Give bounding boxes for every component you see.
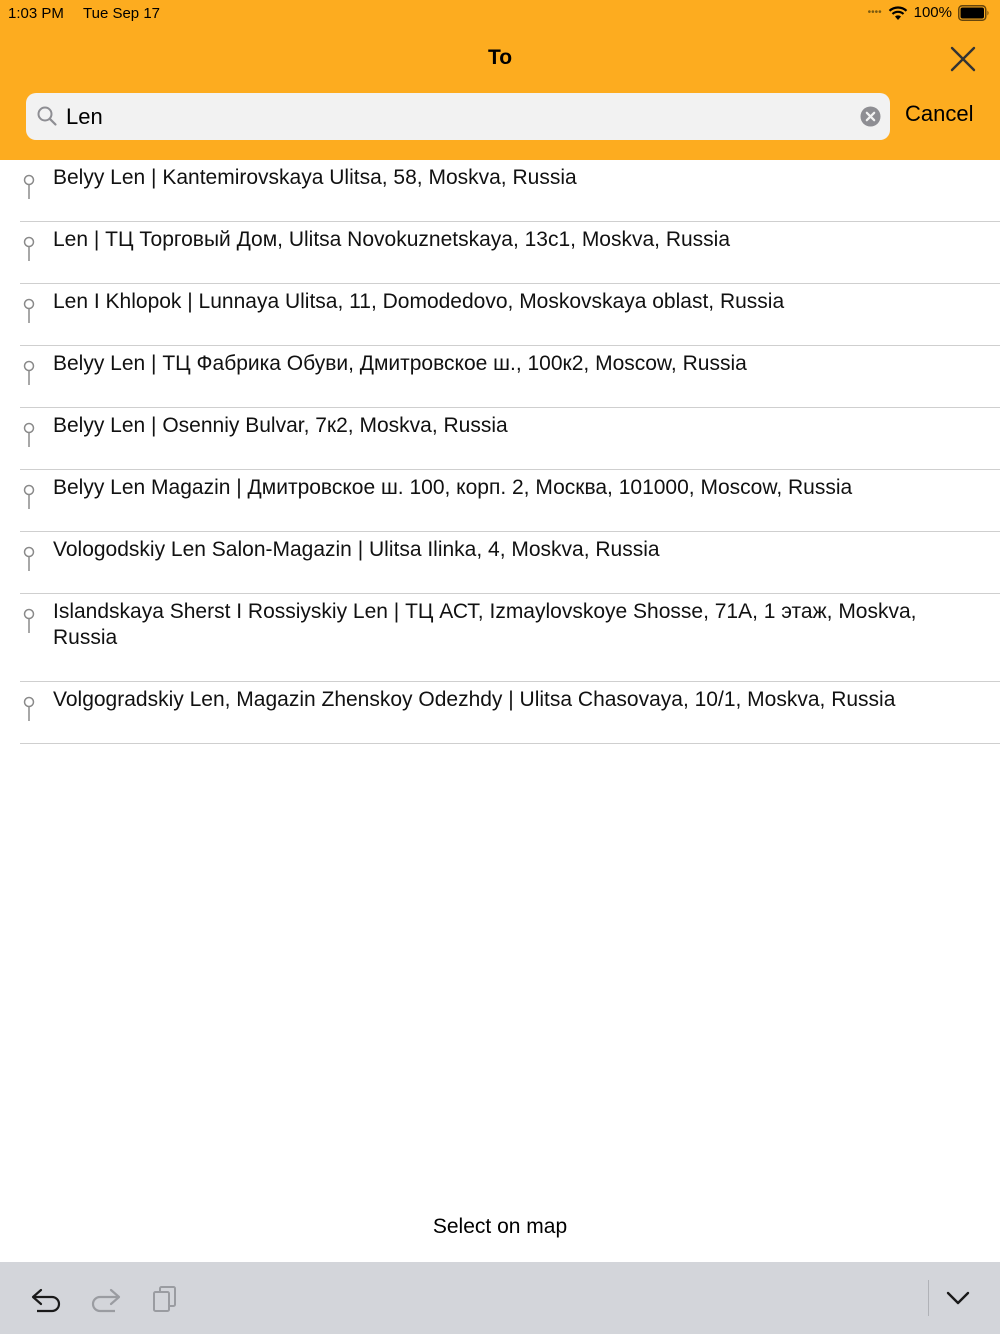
battery-percent: 100% xyxy=(913,4,952,21)
result-text: Belyy Len | Osenniy Bulvar, 7к2, Moskva, Russia xyxy=(53,414,508,437)
map-pin-icon xyxy=(22,484,36,510)
list-item[interactable] xyxy=(20,470,1000,532)
close-icon xyxy=(944,40,982,78)
clear-icon[interactable] xyxy=(860,106,881,127)
result-text: Volgogradskiy Len, Magazin Zhenskoy Odezhdy | Ulitsa Chasovaya, 10/1, Moskva, Russia xyxy=(53,688,896,711)
result-text: Vologodskiy Len Salon-Magazin | Ulitsa Ilinka, 4, Moskva, Russia xyxy=(53,538,660,561)
map-pin-icon xyxy=(22,360,36,386)
map-pin-icon xyxy=(22,422,36,448)
map-pin-icon xyxy=(22,608,36,634)
map-pin-icon xyxy=(22,546,36,572)
status-bar xyxy=(0,0,1000,28)
wifi-icon xyxy=(888,5,908,21)
cancel-button[interactable]: Cancel xyxy=(905,101,974,126)
status-time: 1:03 PM xyxy=(8,5,64,22)
status-indicators xyxy=(868,4,990,21)
signal-icon: •••• xyxy=(867,7,882,18)
list-item[interactable] xyxy=(20,346,1000,408)
result-text: Belyy Len Magazin | Дмитровское ш. 100, корп. 2, Москва, 101000, Moscow, Russia xyxy=(53,476,853,499)
close-button[interactable] xyxy=(944,40,982,78)
map-pin-icon xyxy=(22,236,36,262)
redo-icon xyxy=(88,1284,124,1314)
keyboard-toolbar xyxy=(0,1262,1000,1334)
result-text: Islandskaya Sherst I Rossiyskiy Len | ТЦ АСТ, Izmaylovskoye Shosse, 71A, 1 этаж, Moskva, Russia xyxy=(53,600,917,649)
list-item[interactable] xyxy=(20,160,1000,222)
toolbar-divider xyxy=(928,1280,929,1316)
chevron-down-icon xyxy=(944,1288,972,1308)
result-text: Belyy Len | ТЦ Фабрика Обуви, Дмитровское ш., 100к2, Moscow, Russia xyxy=(53,352,747,375)
result-text: Belyy Len | Kantemirovskaya Ulitsa, 58, Moskva, Russia xyxy=(53,166,577,189)
page-title: To xyxy=(487,46,513,69)
paste-button[interactable] xyxy=(150,1284,180,1314)
result-text: Len I Khlopok | Lunnaya Ulitsa, 11, Domodedovo, Moskovskaya oblast, Russia xyxy=(53,290,785,313)
search-icon xyxy=(36,105,58,127)
map-pin-icon xyxy=(22,298,36,324)
list-item[interactable] xyxy=(20,594,1000,682)
list-item[interactable] xyxy=(20,222,1000,284)
results-list xyxy=(0,160,1000,744)
map-pin-icon xyxy=(22,174,36,200)
list-item[interactable] xyxy=(20,682,1000,744)
list-item[interactable] xyxy=(20,532,1000,594)
list-item[interactable] xyxy=(20,408,1000,470)
battery-icon xyxy=(958,5,990,21)
status-date: Tue Sep 17 xyxy=(83,5,160,22)
undo-icon xyxy=(28,1284,64,1314)
paste-icon xyxy=(150,1284,180,1314)
search-input[interactable] xyxy=(66,93,846,140)
undo-button[interactable] xyxy=(28,1284,64,1314)
select-on-map-button[interactable]: Select on map xyxy=(432,1215,568,1238)
search-box[interactable] xyxy=(26,93,890,140)
header-bar xyxy=(0,0,1000,160)
map-pin-icon xyxy=(22,696,36,722)
dismiss-keyboard-button[interactable] xyxy=(944,1288,972,1308)
redo-button[interactable] xyxy=(88,1284,124,1314)
list-item[interactable] xyxy=(20,284,1000,346)
result-text: Len | ТЦ Торговый Дом, Ulitsa Novokuznetskaya, 13c1, Moskva, Russia xyxy=(53,228,731,251)
